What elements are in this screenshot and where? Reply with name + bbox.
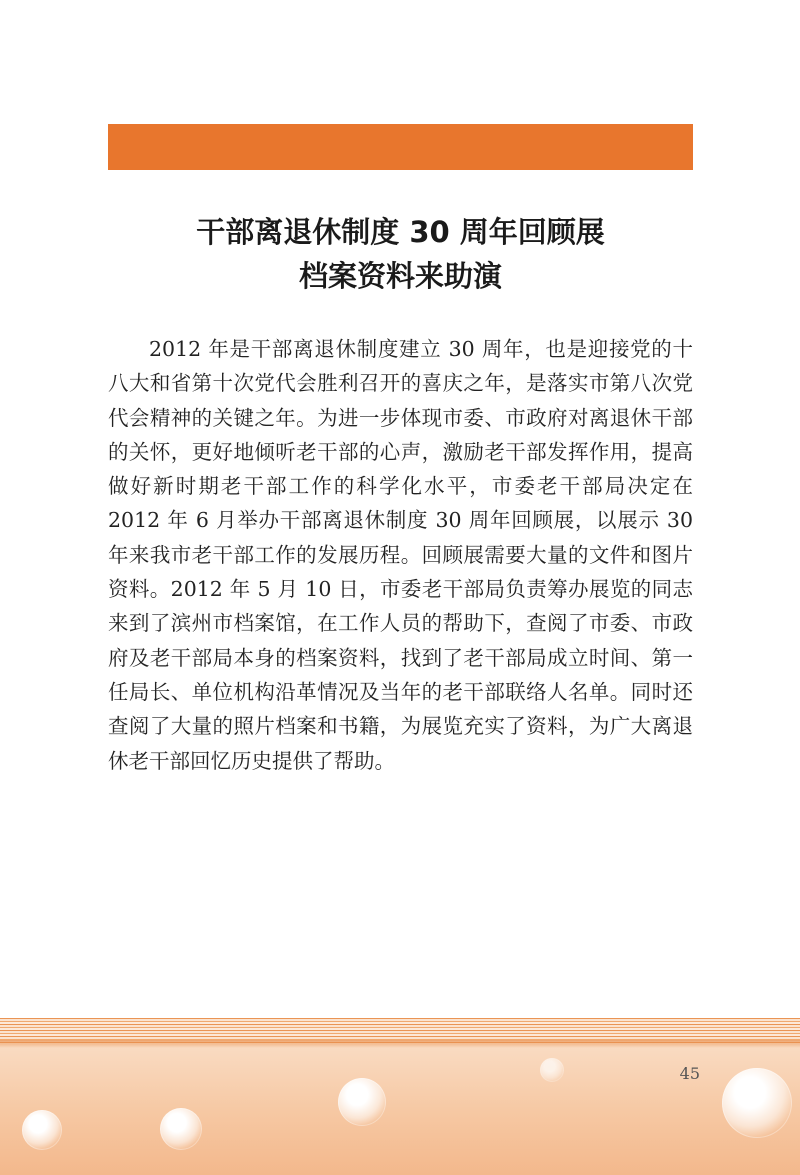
page-number: 45 (679, 1064, 700, 1083)
title-line-1: 干部离退休制度 30 周年回顾展 (196, 215, 605, 249)
footer-decoration (0, 1018, 800, 1175)
header-bar (108, 124, 693, 170)
bubble-decoration (160, 1108, 202, 1150)
page-title (108, 210, 693, 298)
bubble-decoration (540, 1058, 564, 1082)
bubble-decoration (22, 1110, 62, 1150)
title-line-2: 档案资料来助演 (298, 259, 502, 293)
body-paragraph: 2012 年是干部离退休制度建立 30 周年，也是迎接党的十八大和省第十次党代会胜利召开的喜庆之年，是落实市第八次党代会精神的关键之年。为进一步体现市委、市政府对离退休干部的关怀，更好地倾听老干部的心声，激励老干部发挥作用，提高做好新时期老干部工作的科学化水平，市委老干部局决定在 2012 年 6 月举办干部离退休制度 30 周年回顾展，以展示 30 年来我市老干部工作的发展历程。回顾展需要大量的文件和图片资料。2012 年 5 月 10 日，市委老干部局负责筹办展览的同志来到了滨州市档案馆，在工作人员的帮助下，查阅了市委、市政府及老干部局本身的档案资料，找到了老干部局成立时间、第一任局长、单位机构沿革情况及当年的老干部联络人名单。同时还查阅了大量的照片档案和书籍，为展览充实了资料，为广大离退休老干部回忆历史提供了帮助。 (108, 337, 693, 773)
footer-fade (0, 1040, 800, 1048)
bubble-decoration (338, 1078, 386, 1126)
bubble-decoration (722, 1068, 792, 1138)
